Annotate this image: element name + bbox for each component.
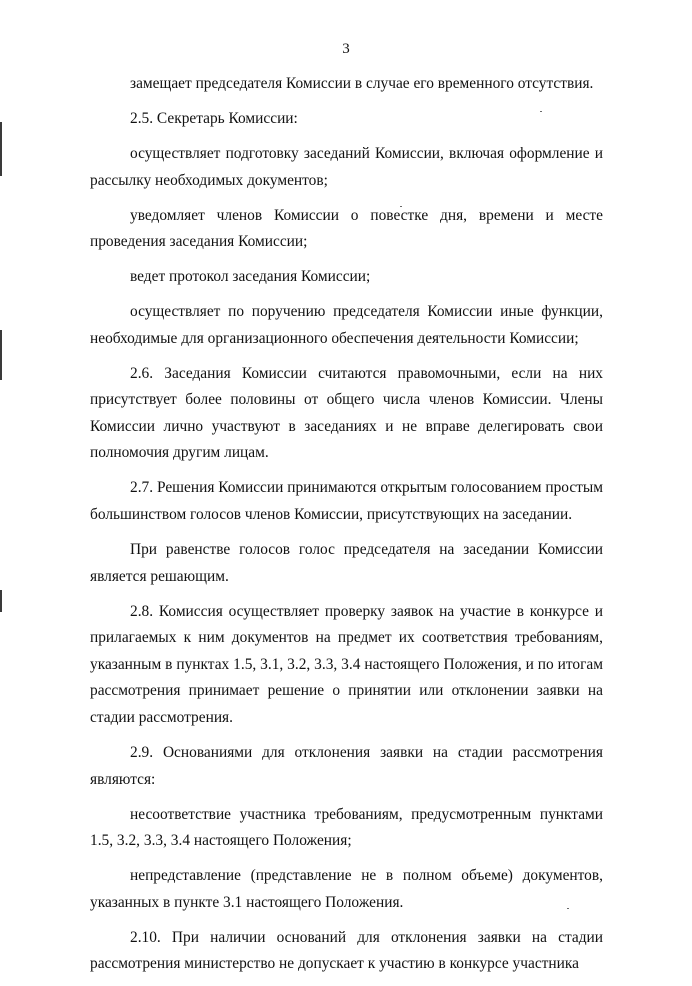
paragraph: замещает председателя Комиссии в случае его временного отсутствия. — [130, 75, 594, 92]
paragraph: 2.6. Заседания Комиссии считаются правомочными, если на них присутствует более половины от общего числа членов Комиссии. Члены Комиссии лично участвуют в заседаниях и не вправе делегировать свои полномочия другим лицам. — [90, 364, 603, 462]
paragraph: 2.7. Решения Комиссии принимаются открытым голосованием простым большинством голосов членов Комиссии, присутствующих на заседании. — [90, 479, 603, 524]
paragraph: При равенстве голосов голос председателя на заседании Комиссии является решающим. — [90, 541, 603, 585]
paragraph: 2.9. Основаниями для отклонения заявки на стадии рассмотрения являются: — [90, 743, 603, 788]
document-body — [90, 71, 603, 986]
page-number: 3 — [342, 41, 350, 57]
scan-edge-mark — [0, 590, 2, 612]
paragraph: ведет протокол заседания Комиссии; — [130, 268, 371, 286]
scan-edge-mark — [0, 330, 2, 380]
paragraph: непредставление (представление не в полном объеме) документов, указанных в пункте 3.1 настоящего Положения. — [90, 867, 603, 911]
paragraph: 2.8. Комиссия осуществляет проверку заявок на участие в конкурсе и прилагаемых к ним документов на предмет их соответствия требованиям, указанным в пунктах 1.5, 3.1, 3.2, 3.3, 3.4 настоящего Положения, и по итогам рассмотрения принимает решение о принятии или отклонении заявки на стадии рассмотрения. — [90, 602, 603, 726]
paragraph: осуществляет по поручению председателя Комиссии иные функции, необходимые для организационного обеспечения деятельности Комиссии; — [90, 303, 603, 347]
paragraph: 2.10. При наличии оснований для отклонения заявки на стадии рассмотрения министерство не допускает к участию в конкурсе участника — [90, 928, 603, 973]
section-heading: 2.5. Секретарь Комиссии: — [130, 109, 298, 127]
paragraph: уведомляет членов Комиссии о повестке дня, времени и месте проведения заседания Комиссии; — [90, 206, 603, 251]
paragraph: осуществляет подготовку заседаний Комиссии, включая оформление и рассылку необходимых документов; — [90, 144, 603, 189]
scan-edge-mark — [0, 122, 2, 176]
paragraph: несоответствие участника требованиям, предусмотренным пунктами 1.5, 3.2, 3.3, 3.4 настоящего Положения; — [90, 805, 603, 850]
